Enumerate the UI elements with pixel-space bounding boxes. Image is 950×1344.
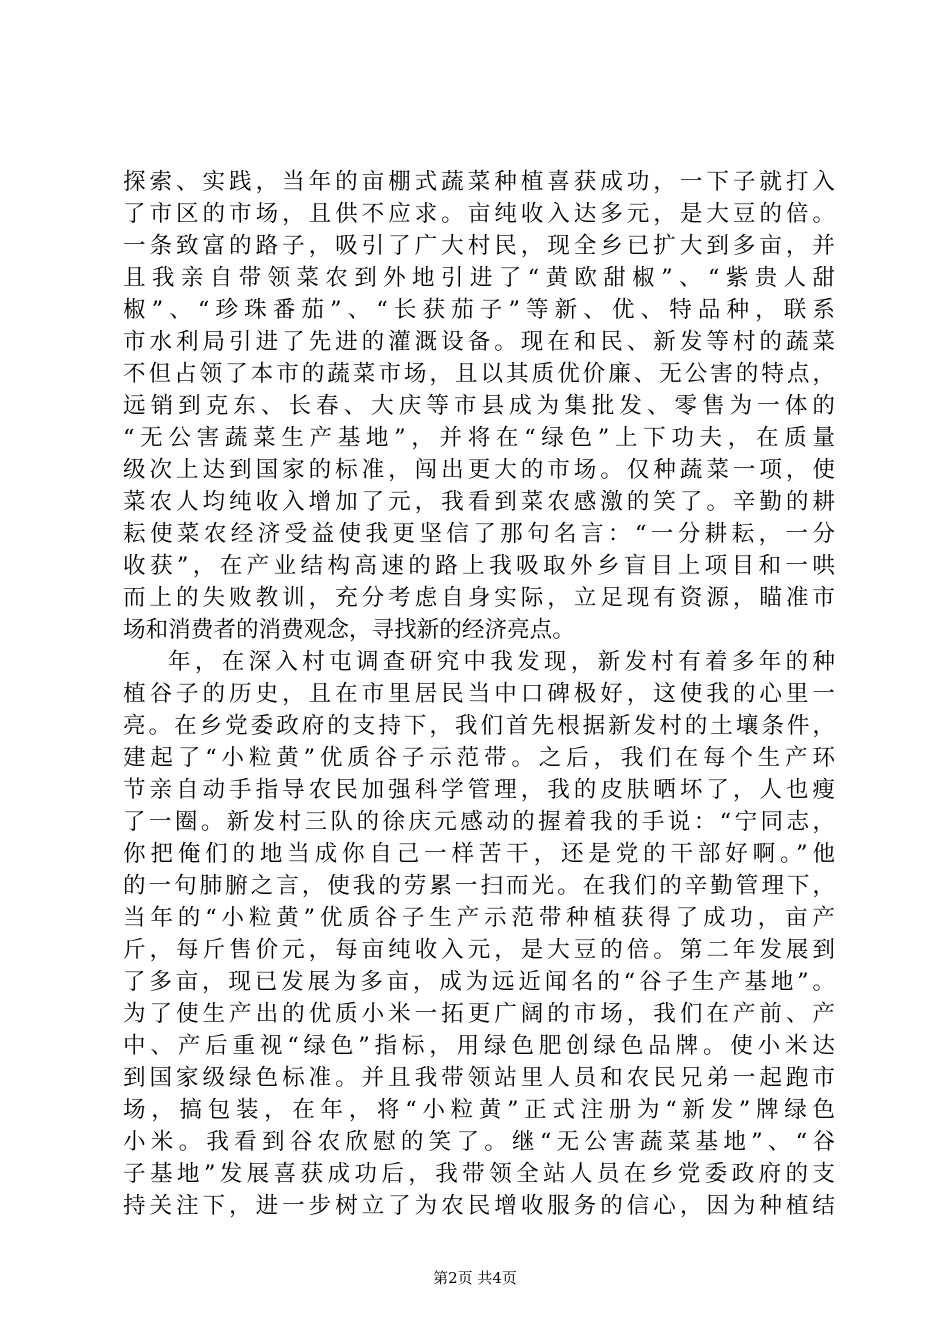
text-line: “无公害蔬菜生产基地”，并将在“绿色”上下功夫，在质量 [123,425,835,451]
text-line: 菜农人均纯收入增加了元，我看到菜农感激的笑了。辛勤的耕 [123,489,835,515]
text-line: 当年的“小粒黄”优质谷子生产示范带种植获得了成功，亩产 [123,905,835,931]
text-line: 耘使菜农经济受益使我更坚信了那句名言：“一分耕耘，一分 [123,521,835,547]
text-line: 斤，每斤售价元，每亩纯收入元，是大豆的倍。第二年发展到 [123,937,835,963]
text-line: 中、产后重视“绿色”指标，用绿色肥创绿色品牌。使小米达 [123,1033,835,1059]
paragraph-end-line: 场和消费者的消费观念，寻找新的经济亮点。 [123,617,575,643]
text-line: 探索、实践，当年的亩棚式蔬菜种植喜获成功，一下子就打入 [123,169,835,195]
text-line: 椒”、“珍珠番茄”、“长获茄子”等新、优、特品种，联系 [123,297,835,323]
text-line: 到国家级绿色标准。并且我带领站里人员和农民兄弟一起跑市 [123,1065,835,1091]
text-line: 小米。我看到谷农欣慰的笑了。继“无公害蔬菜基地”、“谷 [123,1129,835,1155]
text-line: 市水利局引进了先进的灌溉设备。现在和民、新发等村的蔬菜 [123,329,835,355]
text-line: 亮。在乡党委政府的支持下，我们首先根据新发村的土壤条件， [123,713,835,739]
text-line: 你把俺们的地当成你自己一样苦干，还是党的干部好啊。”他 [123,841,835,867]
body-text [123,166,835,1222]
text-line: 远销到克东、长春、大庆等市县成为集批发、零售为一体的 [123,393,835,419]
text-line: 为了使生产出的优质小米一拓更广阔的市场，我们在产前、产 [123,1001,835,1027]
page-footer: 第2页 共4页 [433,1269,517,1287]
paragraph-start-line: 年，在深入村屯调查研究中我发现，新发村有着多年的种 [168,649,835,675]
text-line: 级次上达到国家的标准，闯出更大的市场。仅种蔬菜一项，使 [123,457,835,483]
text-line: 不但占领了本市的蔬菜市场，且以其质优价廉、无公害的特点， [123,361,835,387]
text-line: 一条致富的路子，吸引了广大村民，现全乡已扩大到多亩，并 [123,233,835,259]
text-line: 的一句肺腑之言，使我的劳累一扫而光。在我们的辛勤管理下， [123,873,835,899]
text-line: 收获”，在产业结构高速的路上我吸取外乡盲目上项目和一哄 [123,553,835,579]
text-line: 了多亩，现已发展为多亩，成为远近闻名的“谷子生产基地”。 [123,969,835,995]
text-line: 了市区的市场，且供不应求。亩纯收入达多元，是大豆的倍。 [123,201,835,227]
text-line: 而上的失败教训，充分考虑自身实际，立足现有资源，瞄准市 [123,585,835,611]
text-line: 节亲自动手指导农民加强科学管理，我的皮肤晒坏了，人也瘦 [123,777,835,803]
text-line: 了一圈。新发村三队的徐庆元感动的握着我的手说：“宁同志， [123,809,835,835]
text-line: 植谷子的历史，且在市里居民当中口碑极好，这使我的心里一 [123,681,835,707]
text-line: 持关注下，进一步树立了为农民增收服务的信心，因为种植结 [123,1193,835,1219]
text-line: 子基地”发展喜获成功后，我带领全站人员在乡党委政府的支 [123,1161,835,1187]
text-line: 场，搞包装，在年，将“小粒黄”正式注册为“新发”牌绿色 [123,1097,835,1123]
text-line: 建起了“小粒黄”优质谷子示范带。之后，我们在每个生产环 [123,745,835,771]
text-line: 且我亲自带领菜农到外地引进了“黄欧甜椒”、“紫贵人甜 [123,265,835,291]
